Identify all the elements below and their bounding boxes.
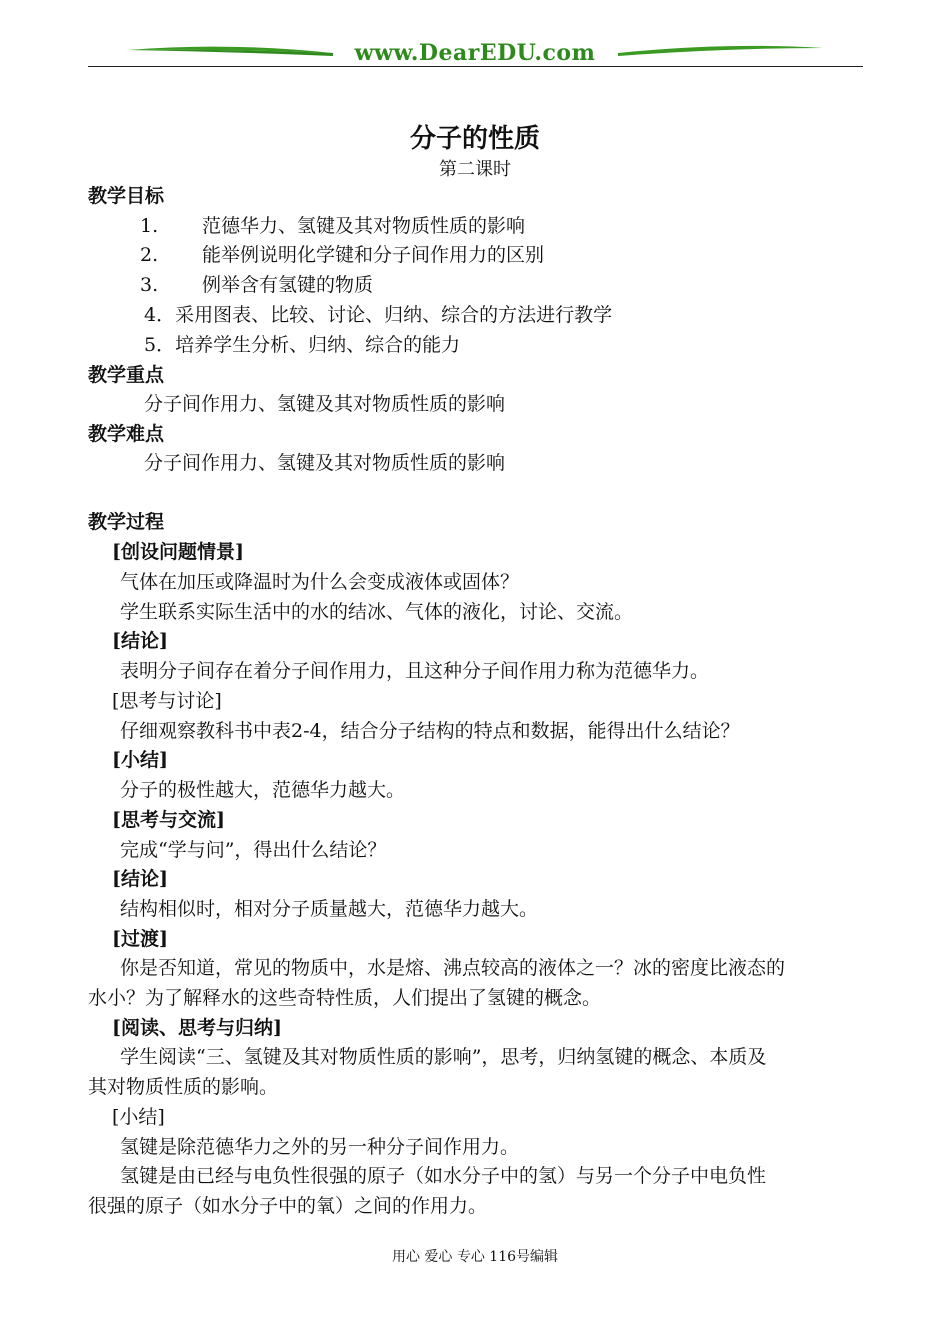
goal-number: 3. [140,274,159,296]
header-brand: www.DearEDU.com [354,40,596,66]
difficulties-heading: 教学难点 [88,423,165,445]
paragraph: 你是否知道，常见的物质中，水是熔、沸点较高的液体之一？冰的密度比液态的 [120,957,786,979]
paragraph: 氢键是由已经与电负性很强的原子（如水分子中的氢）与另一个分子中电负性 [120,1165,767,1187]
page-subtitle: 第二课时 [439,159,511,180]
process-heading: 教学过程 [88,511,165,533]
paragraph: 仔细观察教科书中表2-4，结合分子结构的特点和数据，能得出什么结论？ [120,720,740,742]
goal-text: 能举例说明化学键和分子间作用力的区别 [202,244,545,266]
section-label: [结论] [112,868,168,890]
section-label: [思考与讨论] [112,690,222,712]
section-label: [过渡] [112,928,168,950]
goal-text: 范德华力、氢键及其对物质性质的影响 [202,215,526,237]
paragraph: 完成“学与问”，得出什么结论？ [120,839,387,861]
paragraph: 结构相似时，相对分子质量越大，范德华力越大。 [120,898,539,920]
difficulties-text: 分子间作用力、氢键及其对物质性质的影响 [144,452,506,474]
page-footer: 用心 爱心 专心 116号编辑 [391,1249,559,1265]
goals-heading: 教学目标 [88,185,165,207]
goal-text: 例举含有氢键的物质 [202,274,374,296]
paragraph: 学生阅读“三、氢键及其对物质性质的影响”，思考，归纳氢键的概念、本质及 [120,1046,767,1068]
goal-item: 5．培养学生分析、归纳、综合的能力 [144,334,461,356]
section-label: [小结] [112,749,168,771]
paragraph: 气体在加压或降温时为什么会变成液体或固体？ [120,571,520,593]
key-points-heading: 教学重点 [88,364,165,386]
paragraph: 氢键是除范德华力之外的另一种分子间作用力。 [120,1136,520,1158]
section-label: [阅读、思考与归纳] [112,1017,282,1039]
goal-item [140,214,525,238]
goal-number: 1. [140,215,159,237]
page-header [88,36,862,70]
goal-item [140,243,544,267]
goal-item: 4．采用图表、比较、讨论、归纳、综合的方法进行教学 [144,304,613,326]
key-points-text: 分子间作用力、氢键及其对物质性质的影响 [144,393,506,415]
paragraph: 表明分子间存在着分子间作用力，且这种分子间作用力称为范德华力。 [120,660,710,682]
section-label: [思考与交流] [112,809,225,831]
goal-item [140,273,373,297]
section-label: [小结] [112,1106,165,1128]
section-label: [结论] [112,630,168,652]
section-label: [创设问题情景] [112,541,244,563]
paragraph: 很强的原子（如水分子中的氧）之间的作用力。 [88,1195,488,1217]
paragraph: 分子的极性越大，范德华力越大。 [120,779,406,801]
paragraph: 其对物质性质的影响。 [88,1076,279,1098]
goal-number: 2. [140,244,159,266]
page-title: 分子的性质 [409,124,540,154]
paragraph: 学生联系实际生活中的水的结冰、气体的液化，讨论、交流。 [120,601,634,623]
paragraph: 水小？为了解释水的这些奇特性质，人们提出了氢键的概念。 [88,987,602,1009]
header-rule [88,66,863,67]
